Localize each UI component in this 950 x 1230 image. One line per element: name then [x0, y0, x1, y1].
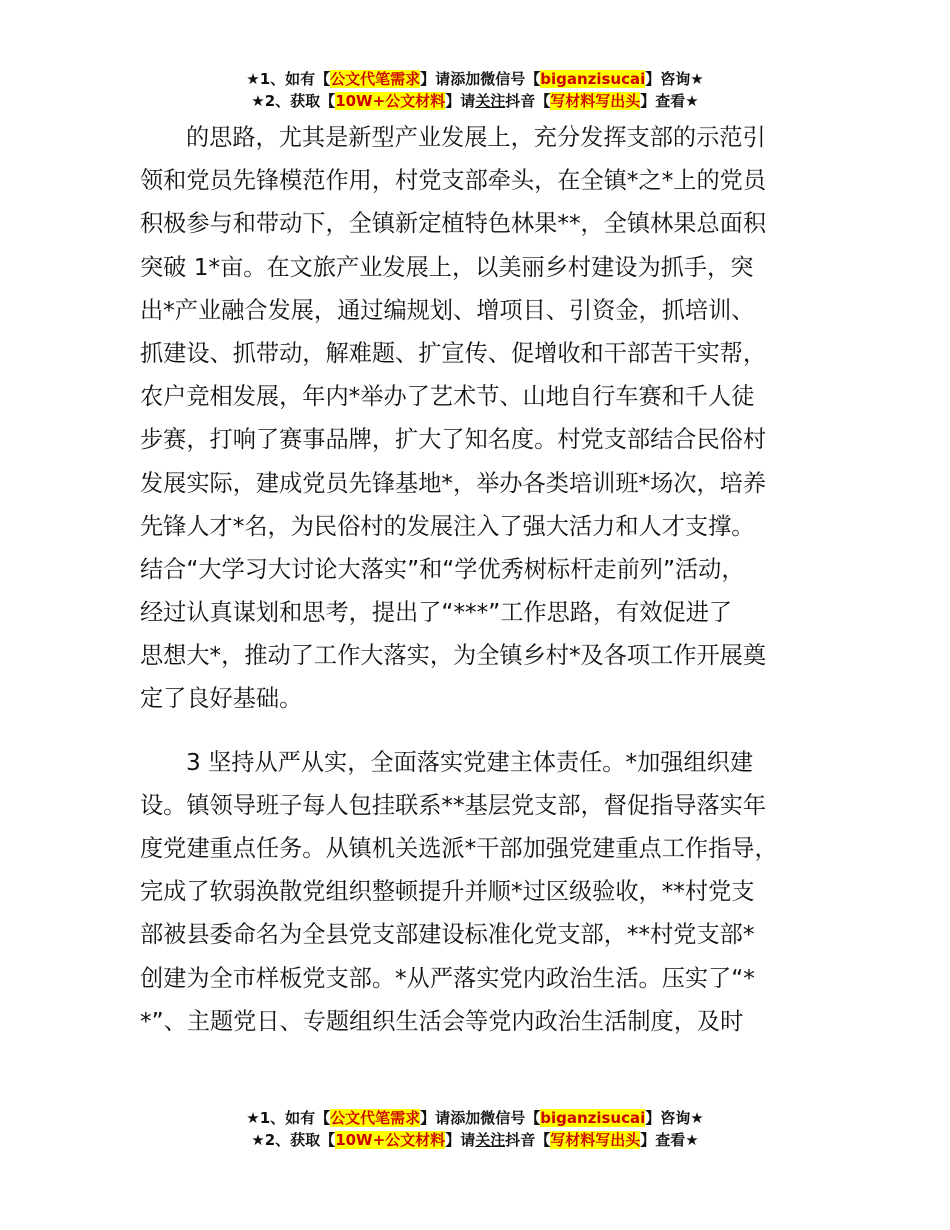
banner-text: 微信号【 — [480, 1109, 541, 1127]
paragraph-line: 出*产业融合发展，通过编规划、增项目、引资金，抓培训、 — [140, 296, 755, 324]
paragraph-line: 部被县委命名为全县党支部建设标准化党支部，**村党支部* — [140, 921, 755, 949]
banner-text: 】查看★ — [640, 1131, 699, 1149]
paragraph-line: *”、主题党日、专题组织生活会等党内政治生活制度，及时 — [140, 1007, 744, 1035]
banner-text: 】请 — [445, 1131, 476, 1149]
paragraph-line: 完成了软弱涣散党组织整顿提升并顺*过区级验收，**村党支 — [140, 878, 755, 906]
paragraph-line: 领和党员先锋模范作用，村党支部牵头，在全镇*之*上的党员 — [140, 167, 767, 195]
paragraph-line: 步赛，打响了赛事品牌，扩大了知名度。村党支部结合民俗村 — [140, 426, 767, 454]
banner-text: 】咨询★ — [645, 70, 704, 88]
banner-highlight: biganzisucai — [540, 70, 646, 88]
banner-emphasis: 添加 — [450, 70, 481, 88]
paragraph-line: 思想大*，推动了工作大落实，为全镇乡村*及各项工作开展奠 — [140, 642, 767, 670]
paragraph-line: 结合“大学习大讨论大落实”和“学优秀树标杆走前列”活动， — [140, 555, 745, 583]
banner-highlight: 10W+公文材料 — [335, 1131, 446, 1149]
banner-emphasis: 关注 — [475, 1131, 506, 1149]
banner-text: ★2、获取【 — [251, 92, 336, 110]
footer-banner — [0, 1107, 950, 1151]
banner-highlight: 公文代笔需求 — [330, 1109, 421, 1127]
banner-text: 抖音【 — [505, 1131, 551, 1149]
paragraph-line: 经过认真谋划和思考，提出了“***”工作思路，有效促进了 — [140, 599, 733, 627]
paragraph-line: 度党建重点任务。从镇机关选派*干部加强党建重点工作指导， — [140, 835, 778, 862]
paragraph-line: 突破 1*亩。在文旅产业发展上，以美丽乡村建设为抓手，突 — [140, 253, 754, 281]
banner-highlight: 公文代笔需求 — [330, 70, 421, 88]
paragraph-line: 发展实际，建成党员先锋基地*，举办各类培训班*场次，培养 — [140, 469, 767, 497]
banner-text: ★2、获取【 — [251, 1131, 336, 1149]
paragraph-line: 抓建设、抓带动，解难题、扩宣传、促增收和干部苦干实帮， — [140, 339, 767, 367]
banner-text: 】请 — [445, 92, 476, 110]
banner-text: 微信号【 — [480, 70, 541, 88]
banner-line-2 — [0, 1129, 950, 1151]
banner-emphasis: 添加 — [450, 1109, 481, 1127]
document-body — [140, 116, 820, 1043]
paragraph-line: 先锋人才*名，为民俗村的发展注入了强大活力和人才支撑。 — [140, 512, 755, 540]
paragraph-gap — [140, 721, 820, 741]
banner-line-1 — [0, 68, 950, 90]
banner-text: 】咨询★ — [645, 1109, 704, 1127]
paragraph-line: 设。镇领导班子每人包挂联系**基层党支部，督促指导落实年 — [140, 791, 767, 819]
banner-text: 】请 — [420, 1109, 451, 1127]
paragraph-line: 农户竞相发展，年内*举办了艺术节、山地自行车赛和千人徒 — [140, 383, 755, 411]
banner-highlight: biganzisucai — [540, 1109, 646, 1127]
paragraph-line: 积极参与和带动下，全镇新定植特色林果**，全镇林果总面积 — [140, 210, 767, 238]
banner-line-2 — [0, 90, 950, 112]
banner-highlight: 写材料写出头 — [550, 1131, 641, 1149]
banner-emphasis: 关注 — [475, 92, 506, 110]
banner-highlight: 10W+公文材料 — [335, 92, 446, 110]
banner-text: 抖音【 — [505, 92, 551, 110]
paragraph-line: 的思路，尤其是新型产业发展上，充分发挥支部的示范引 — [186, 124, 766, 151]
header-banner — [0, 68, 950, 112]
paragraph-line: 定了良好基础。 — [140, 685, 303, 713]
banner-text: 】查看★ — [640, 92, 699, 110]
banner-text: ★1、如有【 — [246, 1109, 331, 1127]
paragraph-line: 3 坚持从严从实，全面落实党建主体责任。*加强组织建 — [186, 748, 754, 776]
banner-text: 】请 — [420, 70, 451, 88]
banner-line-1 — [0, 1107, 950, 1129]
banner-highlight: 写材料写出头 — [550, 92, 641, 110]
banner-text: ★1、如有【 — [246, 70, 331, 88]
paragraph-line: 创建为全市样板党支部。*从严落实党内政治生活。压实了“* — [140, 964, 755, 992]
